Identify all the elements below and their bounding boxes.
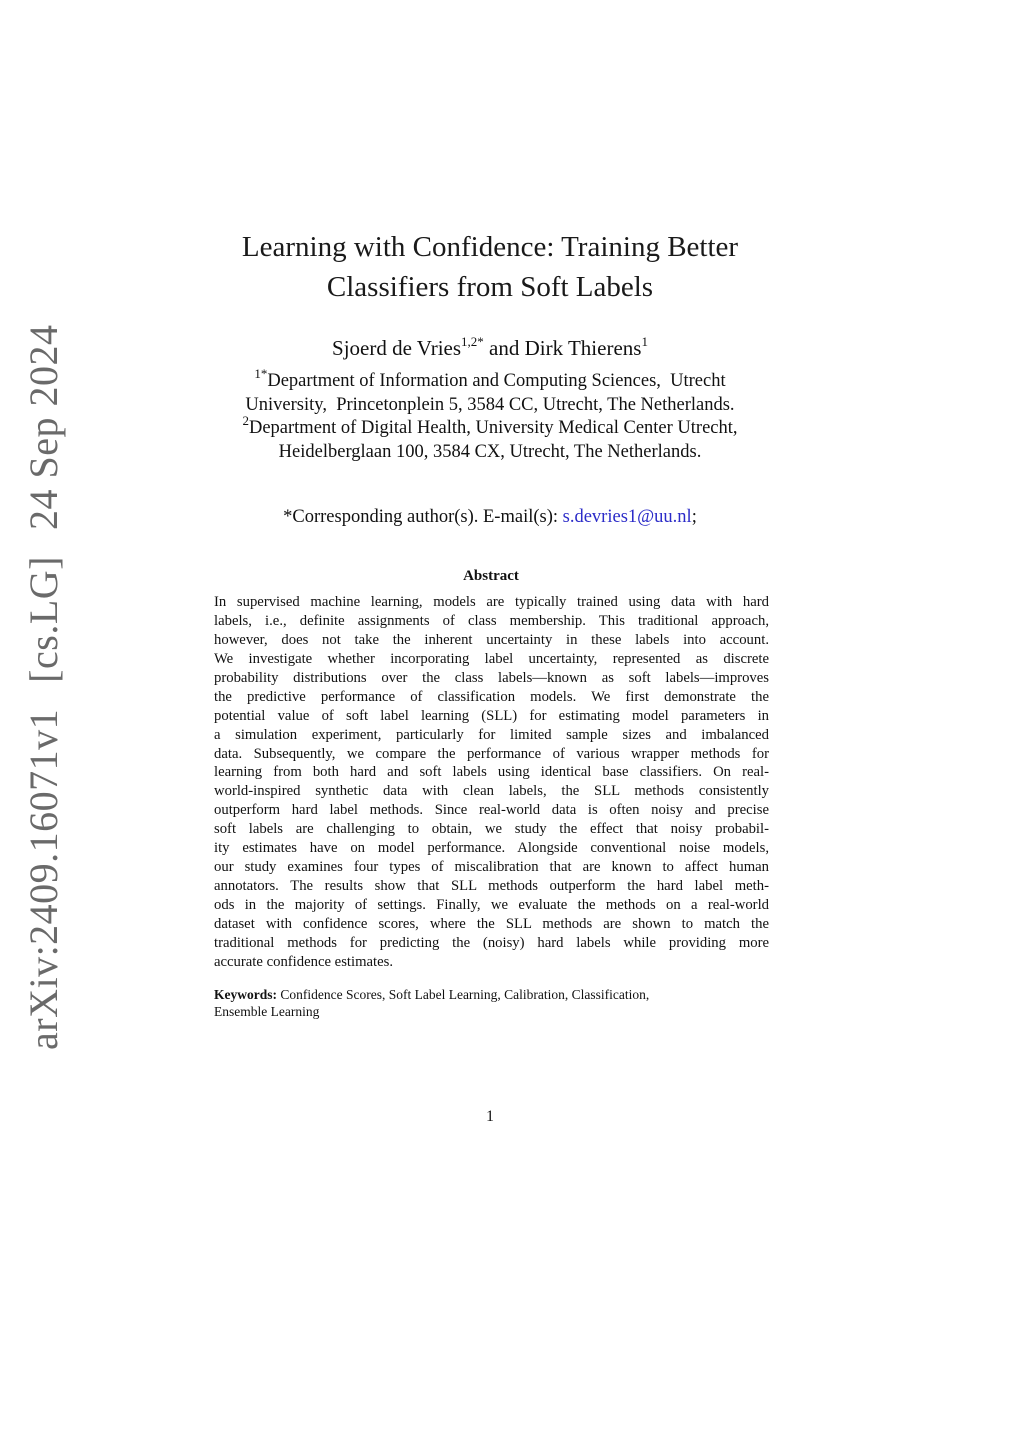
abstract-line: dataset with confidence scores, where the SLL methods are shown to match the bbox=[214, 915, 769, 932]
title-line-2: Classifiers from Soft Labels bbox=[326, 271, 654, 303]
affiliation-line bbox=[190, 365, 790, 394]
abstract-line: ity estimates have on model performance. Alongside conventional noise models, bbox=[214, 840, 769, 857]
abstract-body bbox=[214, 593, 769, 972]
abstract-line: traditional methods for predicting the (noisy) hard labels while providing more bbox=[214, 934, 769, 951]
keywords-text: Confidence Scores, Soft Label Learning, Calibration, Classification, bbox=[277, 987, 650, 1002]
abstract-line: data. Subsequently, we compare the performance of various wrapper methods for bbox=[214, 745, 769, 762]
abstract-line: labels, i.e., definite assignments of class membership. This traditional approach, bbox=[214, 612, 769, 629]
author-affiliation-marker: 1 bbox=[641, 334, 648, 349]
abstract-line: annotators. The results show that SLL methods outperform the hard label meth- bbox=[214, 878, 769, 895]
affiliation-line bbox=[190, 394, 790, 418]
author-connector: and bbox=[483, 336, 525, 360]
arxiv-category: [cs.LG] bbox=[21, 556, 66, 683]
abstract-line: potential value of soft label learning (SLL) for estimating model parameters in bbox=[214, 707, 769, 724]
affiliation-text: University, Princetonplein 5, 3584 CC, Utrecht, The Netherlands. bbox=[245, 394, 735, 415]
affiliation-text: Department of Digital Health, University Medical Center Utrecht, bbox=[248, 418, 738, 438]
abstract-line: our study examines four types of miscalibration that are known to affect human bbox=[214, 859, 769, 876]
affiliations bbox=[190, 365, 790, 464]
affiliation-line bbox=[190, 412, 790, 441]
keywords-text: Ensemble Learning bbox=[214, 1004, 320, 1019]
corresponding-label: *Corresponding author(s). E-mail(s): bbox=[283, 507, 563, 527]
abstract-line: In supervised machine learning, models are typically trained using data with hard bbox=[214, 594, 769, 610]
keywords-line bbox=[214, 1003, 769, 1020]
keywords-label: Keywords: bbox=[214, 987, 277, 1002]
abstract-line: soft labels are challenging to obtain, we study the effect that noisy probabil- bbox=[214, 821, 769, 838]
abstract-line: We investigate whether incorporating label uncertainty, represented as discrete bbox=[214, 650, 769, 667]
author-name: Dirk Thierens bbox=[524, 336, 642, 360]
affiliation-marker: 2 bbox=[242, 412, 249, 428]
abstract-line: outperform hard label methods. Since real-world data is often noisy and precise bbox=[214, 802, 769, 819]
abstract-heading: Abstract bbox=[463, 568, 519, 584]
affiliation-text: Department of Information and Computing Sciences, Utrecht bbox=[267, 371, 726, 391]
author-affiliation-marker: 1,2* bbox=[461, 334, 484, 349]
abstract-line: probability distributions over the class labels—known as soft labels—improves bbox=[214, 669, 769, 686]
abstract-line: the predictive performance of classification models. We first demonstrate the bbox=[214, 688, 769, 705]
page-number: 1 bbox=[486, 1108, 494, 1125]
arxiv-date: 24 Sep 2024 bbox=[21, 324, 66, 531]
arxiv-sidebar-stamp bbox=[20, 299, 67, 1050]
keywords bbox=[214, 986, 769, 1020]
abstract-line: ods in the majority of settings. Finally, we evaluate the methods on a real-world bbox=[214, 897, 769, 913]
author-name: Sjoerd de Vries bbox=[332, 336, 462, 360]
abstract-line: learning from both hard and soft labels using identical base classifiers. On real- bbox=[214, 764, 769, 781]
corresponding-suffix: ; bbox=[691, 507, 697, 527]
affiliation-marker: 1* bbox=[254, 365, 268, 381]
email-link[interactable]: s.devries1@uu.nl bbox=[562, 507, 692, 527]
corresponding-author bbox=[190, 505, 790, 529]
affiliation-line bbox=[190, 441, 790, 465]
abstract-line: accurate confidence estimates. bbox=[214, 953, 394, 970]
affiliation-text: Heidelberglaan 100, 3584 CX, Utrecht, The Netherlands. bbox=[278, 441, 702, 462]
abstract-line: a simulation experiment, particularly for limited sample sizes and imbalanced bbox=[214, 726, 769, 743]
keywords-line bbox=[214, 986, 769, 1003]
author-list bbox=[190, 334, 790, 362]
arxiv-id: arXiv:2409.16071v1 bbox=[21, 708, 66, 1050]
abstract-line: however, does not take the inherent uncertainty in these labels into account. bbox=[214, 631, 769, 648]
title-line-1: Learning with Confidence: Training Better bbox=[241, 231, 739, 263]
paper-title bbox=[190, 227, 790, 307]
abstract-line: world-inspired synthetic data with clean labels, the SLL methods consistently bbox=[214, 783, 769, 800]
